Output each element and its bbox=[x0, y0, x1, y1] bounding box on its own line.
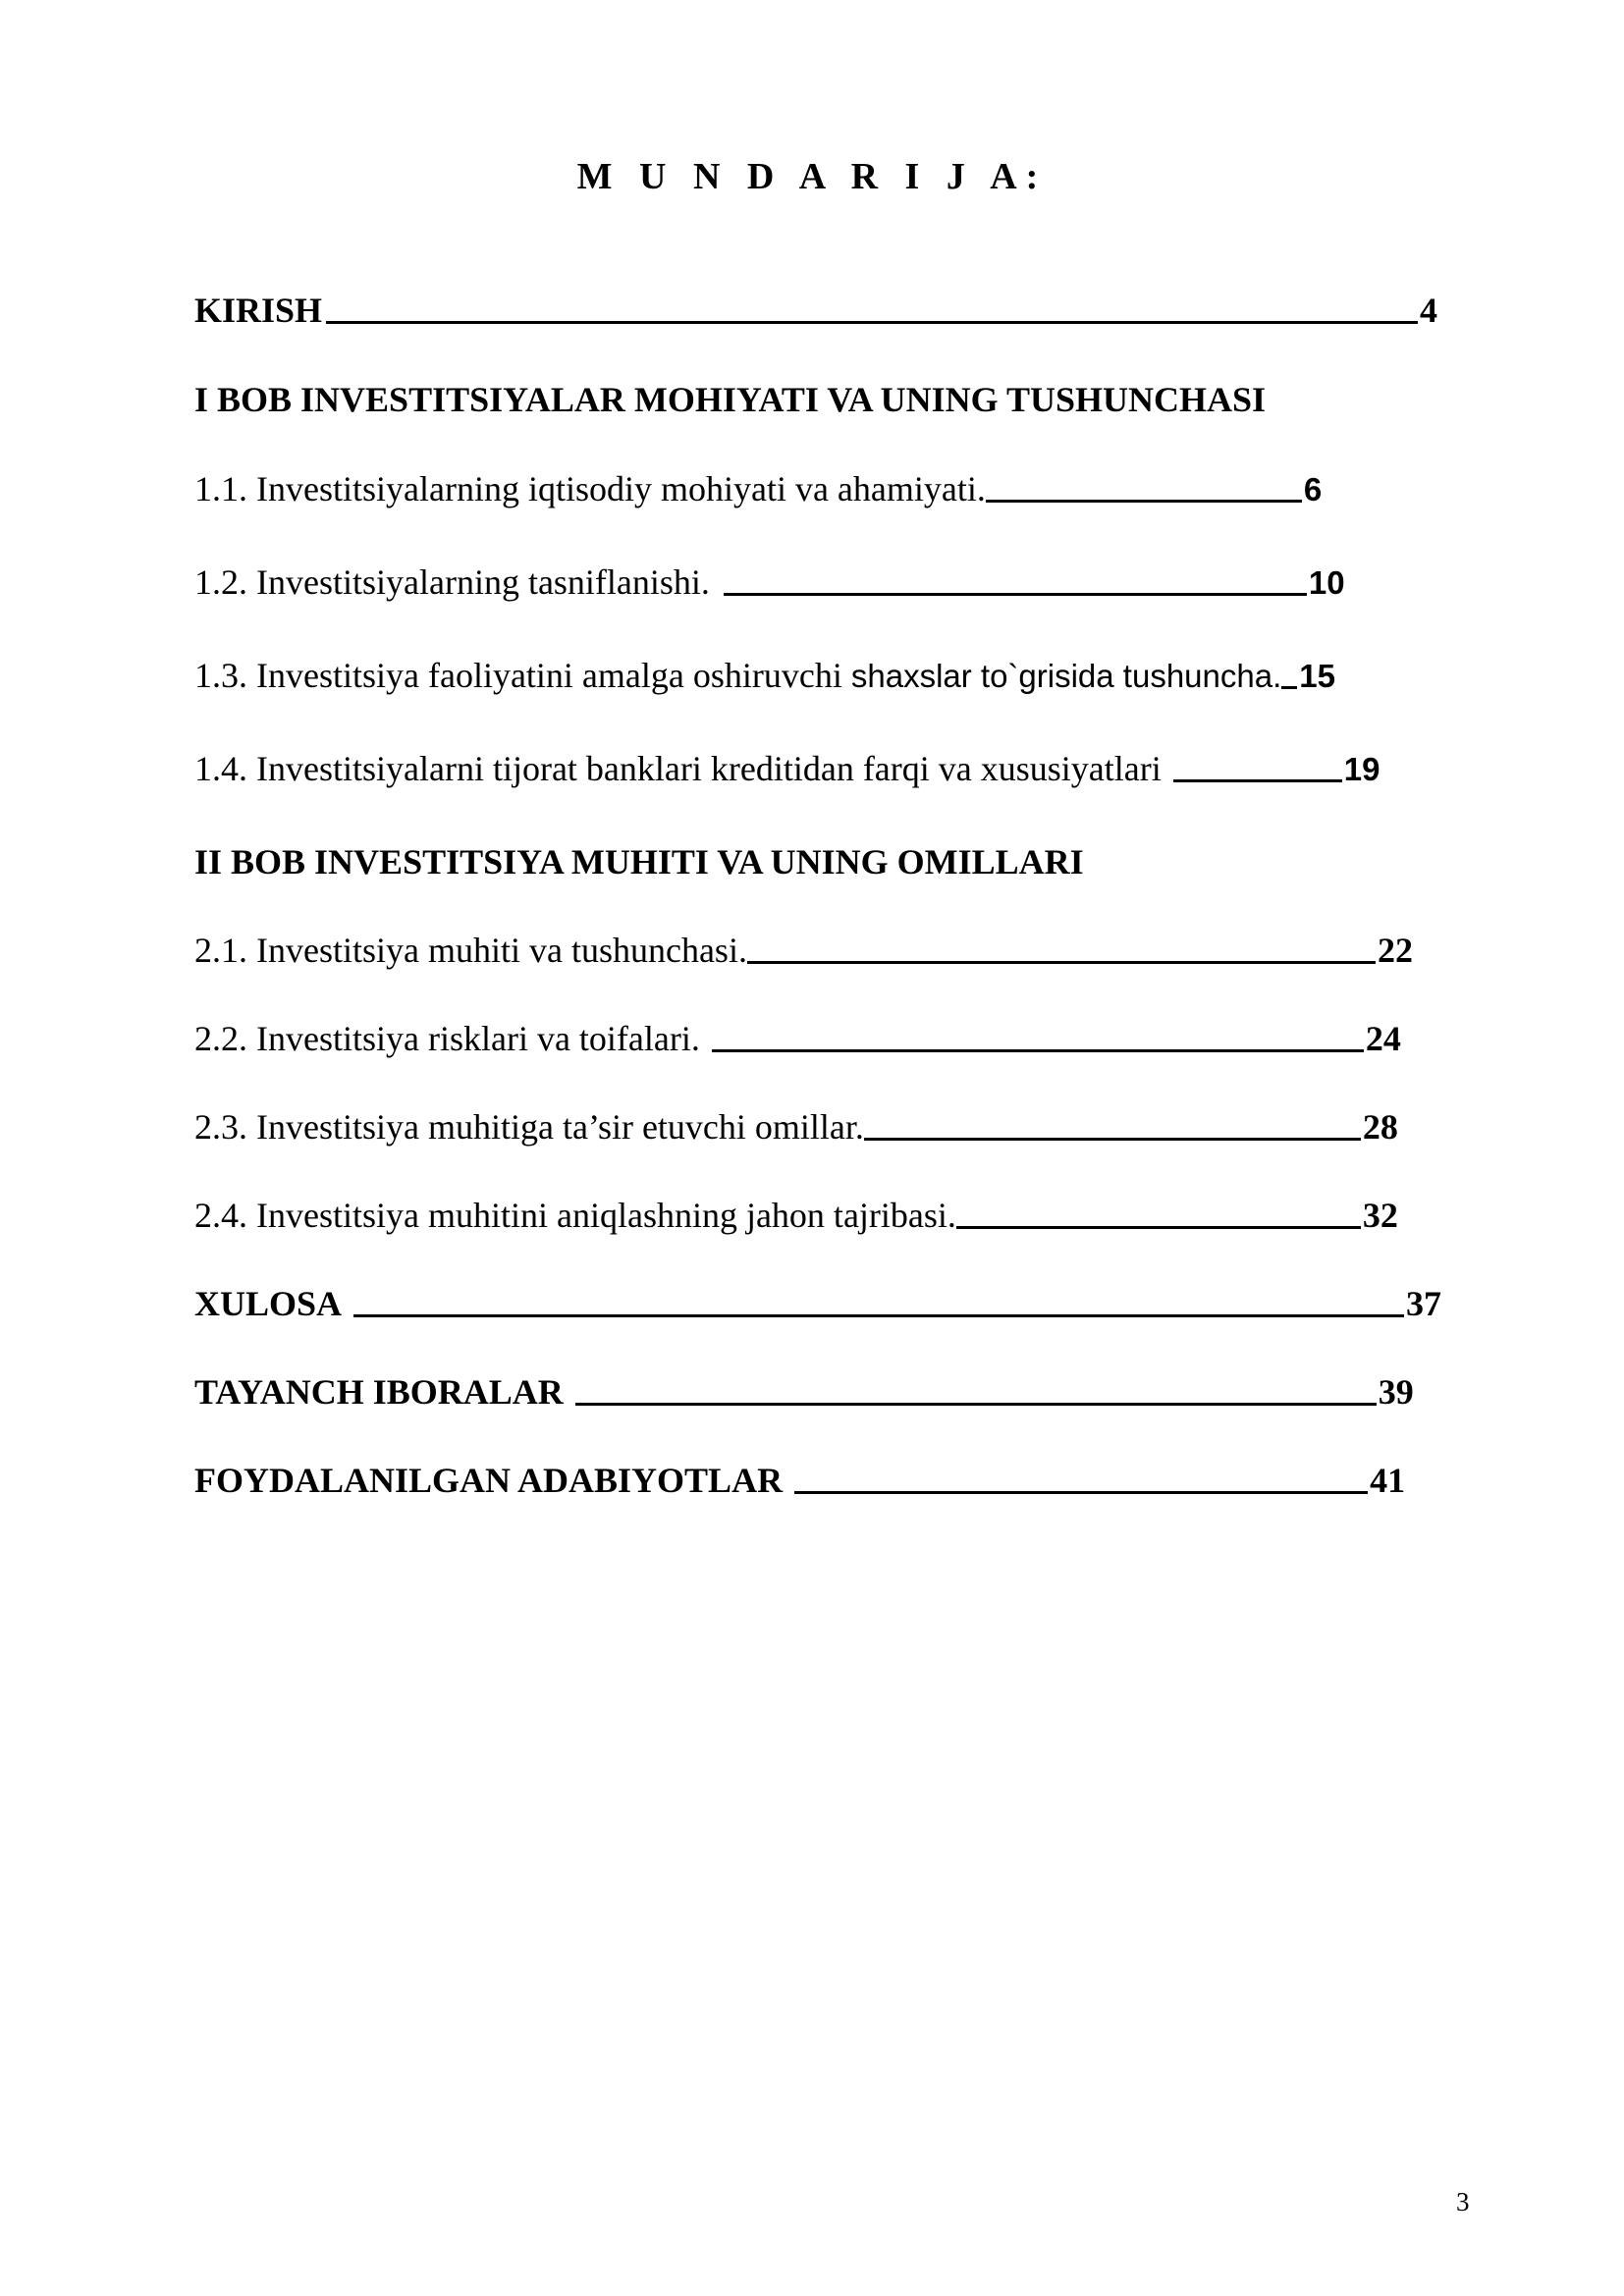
leader-line bbox=[712, 1049, 1364, 1052]
toc-entry-kirish bbox=[194, 289, 1437, 332]
toc-entry-label: 1.4. Investitsiyalarni tijorat banklari kreditidan farqi va xususiyatlari bbox=[194, 749, 1162, 788]
leader-line bbox=[794, 1491, 1368, 1494]
toc-entry-2-3 bbox=[194, 1105, 1398, 1148]
toc-entry-label: TAYANCH IBORALAR bbox=[194, 1372, 564, 1412]
page-number: 3 bbox=[1456, 2187, 1470, 2216]
toc-entry-page: 15 bbox=[1299, 658, 1335, 694]
toc-entry-label: KIRISH bbox=[194, 291, 323, 330]
leader-line bbox=[1173, 779, 1342, 782]
toc-entry-2-2 bbox=[194, 1017, 1401, 1060]
toc-entry-2-1 bbox=[194, 929, 1413, 972]
toc-entry-page: 10 bbox=[1308, 564, 1345, 601]
leader-line bbox=[575, 1403, 1377, 1406]
toc-entry-page: 39 bbox=[1378, 1372, 1414, 1412]
toc-entry-label-continued: shaxslar to`grisida tushuncha. bbox=[850, 658, 1282, 694]
toc-title: M U N D A R I J A: bbox=[576, 156, 1048, 197]
leader-line bbox=[353, 1314, 1404, 1317]
leader-line bbox=[986, 500, 1302, 503]
toc-entry-page: 28 bbox=[1362, 1107, 1398, 1147]
toc-entry-label: 2.3. Investitsiya muhitiga ta’sir etuvchi omillar. bbox=[194, 1107, 864, 1147]
toc-entry-label: 1.1. Investitsiyalarning iqtisodiy mohiyati va ahamiyati. bbox=[194, 469, 986, 508]
leader-line bbox=[326, 321, 1418, 324]
leader-line bbox=[747, 961, 1376, 964]
toc-entry-xulosa bbox=[194, 1282, 1441, 1325]
toc-entry-page: 32 bbox=[1362, 1196, 1398, 1235]
toc-chapter-2 bbox=[194, 840, 1084, 883]
toc-entry-label: FOYDALANILGAN ADABIYOTLAR bbox=[194, 1461, 784, 1500]
toc-entry-page: 6 bbox=[1303, 471, 1323, 507]
toc-entry-1-1 bbox=[194, 467, 1322, 511]
toc-entry-page: 41 bbox=[1370, 1461, 1406, 1500]
toc-entry-1-3 bbox=[194, 654, 1335, 698]
toc-entry-page: 24 bbox=[1365, 1019, 1401, 1058]
toc-entry-label: 2.4. Investitsiya muhitini aniqlashning jahon tajribasi. bbox=[194, 1196, 956, 1235]
toc-entry-label: 2.2. Investitsiya risklari va toifalari. bbox=[194, 1019, 700, 1058]
toc-chapter-label: I BOB INVESTITSIYALAR MOHIYATI VA UNING TUSHUNCHASI bbox=[194, 380, 1267, 419]
toc-entry-1-2 bbox=[194, 561, 1345, 605]
leader-line bbox=[724, 593, 1307, 596]
toc-entry-foydalanilgan-adabiyotlar bbox=[194, 1459, 1405, 1502]
toc-entry-page: 4 bbox=[1420, 291, 1438, 330]
leader-line bbox=[864, 1138, 1361, 1141]
toc-entry-label: 1.2. Investitsiyalarning tasniflanishi. bbox=[194, 562, 710, 602]
toc-entry-label: XULOSA bbox=[194, 1284, 343, 1323]
toc-entry-tayanch-iboralar bbox=[194, 1370, 1414, 1414]
toc-entry-page: 37 bbox=[1406, 1284, 1442, 1323]
toc-entry-2-4 bbox=[194, 1194, 1398, 1237]
toc-entry-label: 1.3. Investitsiya faoliyatini amalga oshiruvchi bbox=[194, 656, 851, 695]
toc-entry-1-4 bbox=[194, 747, 1380, 791]
toc-chapter-1 bbox=[194, 378, 1266, 421]
toc-entry-label: 2.1. Investitsiya muhiti va tushunchasi. bbox=[194, 931, 747, 970]
leader-line bbox=[1281, 686, 1297, 689]
toc-entry-page: 22 bbox=[1377, 931, 1413, 970]
toc-entry-page: 19 bbox=[1343, 751, 1380, 787]
leader-line bbox=[956, 1226, 1361, 1229]
toc-chapter-label: II BOB INVESTITSIYA MUHITI VA UNING OMILLARI bbox=[194, 842, 1084, 881]
